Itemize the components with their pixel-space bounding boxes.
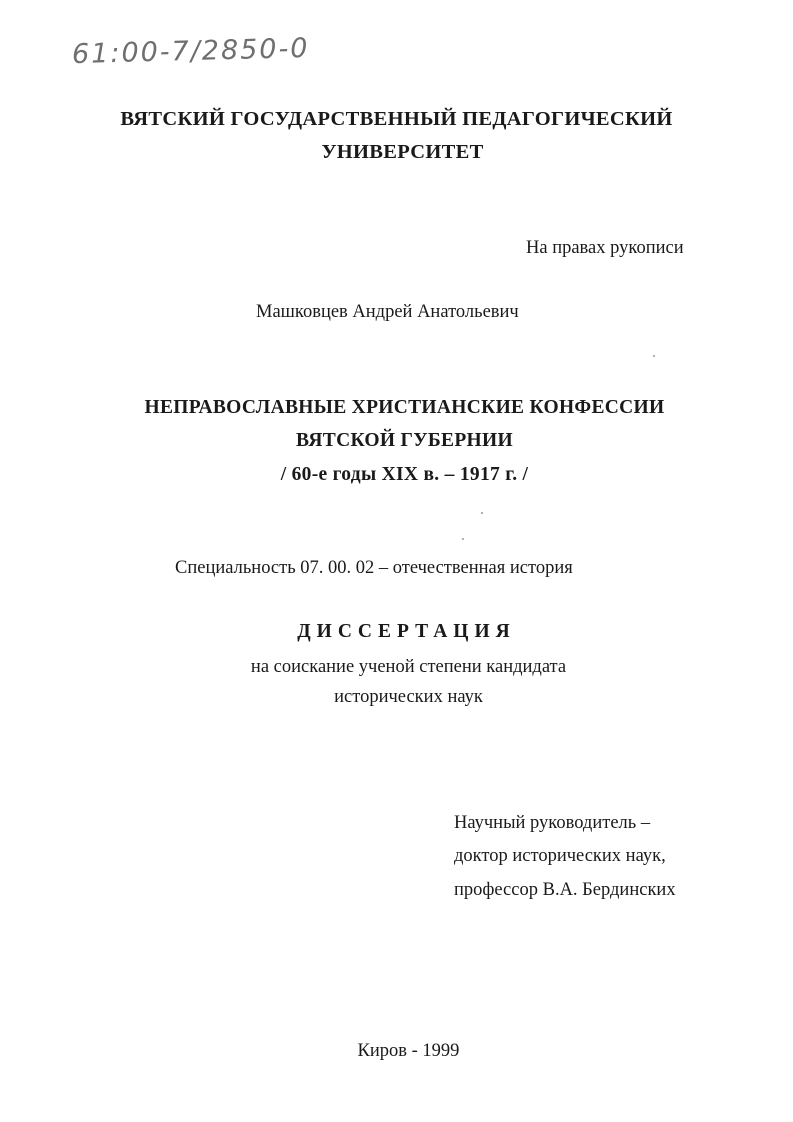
scan-speck xyxy=(653,355,655,357)
scan-speck xyxy=(462,538,464,540)
university-name-line2: УНИВЕРСИТЕТ xyxy=(321,141,484,163)
title-line2: ВЯТСКОЙ ГУБЕРНИИ xyxy=(296,430,513,451)
scan-speck xyxy=(481,512,483,514)
handwritten-code: 61:00-7/2850-0 xyxy=(71,32,310,71)
title-line1: НЕПРАВОСЛАВНЫЕ ХРИСТИАНСКИЕ КОНФЕССИИ xyxy=(144,397,665,418)
author-name: Машковцев Андрей Анатольевич xyxy=(256,302,519,322)
title-period: / 60-е годы XIX в. – 1917 г. / xyxy=(280,464,529,485)
city-year: Киров - 1999 xyxy=(357,1041,460,1061)
supervisor-line3: профессор В.А. Бердинских xyxy=(454,880,676,900)
dissertation-heading: ДИССЕРТАЦИЯ xyxy=(297,621,516,642)
university-name-line1: ВЯТСКИЙ ГОСУДАРСТВЕННЫЙ ПЕДАГОГИЧЕСКИЙ xyxy=(120,108,673,130)
manuscript-rights-note: На правах рукописи xyxy=(526,238,684,258)
degree-line1: на соискание ученой степени кандидата xyxy=(250,657,567,677)
supervisor-line1: Научный руководитель – xyxy=(454,813,651,833)
degree-line2: исторических наук xyxy=(334,687,483,707)
specialty-line: Специальность 07. 00. 02 – отечественная история xyxy=(175,558,573,578)
supervisor-line2: доктор исторических наук, xyxy=(454,846,666,866)
